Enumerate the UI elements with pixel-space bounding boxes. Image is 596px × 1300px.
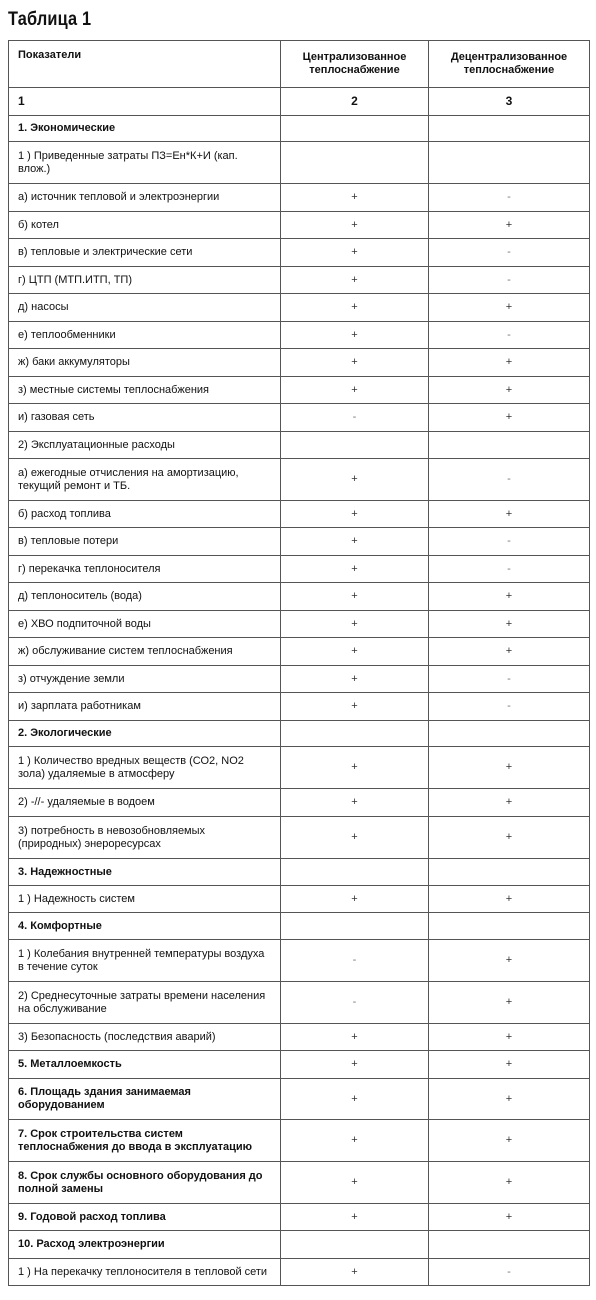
- row-label: в) тепловые и электрические сети: [9, 239, 281, 267]
- column-number-1: 1: [9, 88, 281, 116]
- header-decentralized: [429, 41, 590, 88]
- centralized-value: +: [281, 212, 429, 239]
- centralized-value: +: [281, 184, 429, 212]
- table-category-row: [9, 1162, 590, 1204]
- table-category-row: [9, 1120, 590, 1162]
- row-label: а) источник тепловой и электроэнергии: [9, 184, 281, 212]
- table-row: [9, 886, 590, 913]
- decentralized-value: +: [429, 1024, 590, 1051]
- table-category-row: [9, 116, 590, 142]
- decentralized-value: +: [429, 212, 590, 239]
- centralized-value: +: [281, 349, 429, 377]
- centralized-value: +: [281, 638, 429, 666]
- table-row: [9, 611, 590, 638]
- table-row: [9, 693, 590, 721]
- table-header-row: [9, 41, 590, 88]
- row-label: ж) обслуживание систем теплоснабжения: [9, 638, 281, 666]
- row-label: б) расход топлива: [9, 501, 281, 528]
- header-indicators: Показатели: [9, 41, 281, 88]
- column-number-3: 3: [429, 88, 590, 116]
- table-row: [9, 1259, 590, 1286]
- decentralized-value: +: [429, 817, 590, 859]
- decentralized-value: -: [429, 1259, 590, 1286]
- header-centralized-text: Централизованное теплоснабжение: [302, 51, 407, 76]
- row-label: 1 ) Колебания внутренней температуры воздуха в течение суток: [9, 940, 281, 982]
- table-row: [9, 583, 590, 611]
- table-body: [9, 41, 590, 1286]
- table-category-row: [9, 1079, 590, 1120]
- row-label: 3. Надежностные: [9, 859, 281, 886]
- row-label: и) зарплата работникам: [9, 693, 281, 721]
- centralized-value: -: [281, 982, 429, 1024]
- row-label: 3) потребность в невозобновляемых (природных) энерoресурсах: [9, 817, 281, 859]
- table-row: [9, 940, 590, 982]
- centralized-value: [281, 432, 429, 459]
- table-row: [9, 322, 590, 349]
- table-row: [9, 747, 590, 789]
- centralized-value: -: [281, 940, 429, 982]
- row-label: ж) баки аккумуляторы: [9, 349, 281, 377]
- decentralized-value: [429, 913, 590, 940]
- row-label: 4. Комфортные: [9, 913, 281, 940]
- table-row: [9, 556, 590, 583]
- row-label: а) ежегодные отчисления на амортизацию, текущий ремонт и ТБ.: [9, 459, 281, 501]
- table-row: [9, 377, 590, 404]
- centralized-value: +: [281, 1204, 429, 1231]
- centralized-value: [281, 1231, 429, 1259]
- decentralized-value: +: [429, 377, 590, 404]
- decentralized-value: -: [429, 528, 590, 556]
- decentralized-value: -: [429, 693, 590, 721]
- decentralized-value: -: [429, 322, 590, 349]
- header-centralized: [281, 41, 429, 88]
- table-title: Таблица 1: [8, 9, 92, 30]
- centralized-value: +: [281, 528, 429, 556]
- table-category-row: [9, 1051, 590, 1079]
- row-label: и) газовая сеть: [9, 404, 281, 432]
- row-label: б) котел: [9, 212, 281, 239]
- decentralized-value: [429, 432, 590, 459]
- table-row: [9, 349, 590, 377]
- decentralized-value: +: [429, 1079, 590, 1120]
- decentralized-value: +: [429, 638, 590, 666]
- row-label: 5. Металлоемкость: [9, 1051, 281, 1079]
- table-row: [9, 184, 590, 212]
- row-label: 1 ) Количество вредных веществ (СО2, NO2 зола) удаляемые в атмосферу: [9, 747, 281, 789]
- centralized-value: +: [281, 1079, 429, 1120]
- centralized-value: +: [281, 501, 429, 528]
- table-row: [9, 294, 590, 322]
- table-category-row: [9, 721, 590, 747]
- decentralized-value: [429, 721, 590, 747]
- table-row: [9, 501, 590, 528]
- row-label: 1 ) На перекачку теплоносителя в тепловой сети: [9, 1259, 281, 1286]
- decentralized-value: -: [429, 239, 590, 267]
- row-label: е) теплообменники: [9, 322, 281, 349]
- table-row: [9, 239, 590, 267]
- table-row: [9, 982, 590, 1024]
- decentralized-value: +: [429, 747, 590, 789]
- decentralized-value: +: [429, 404, 590, 432]
- centralized-value: +: [281, 239, 429, 267]
- row-label: е) ХВО подпиточной воды: [9, 611, 281, 638]
- decentralized-value: -: [429, 556, 590, 583]
- row-label: д) насосы: [9, 294, 281, 322]
- decentralized-value: [429, 859, 590, 886]
- column-number-row: [9, 88, 590, 116]
- decentralized-value: -: [429, 459, 590, 501]
- table-row: [9, 404, 590, 432]
- decentralized-value: -: [429, 267, 590, 294]
- centralized-value: +: [281, 1024, 429, 1051]
- centralized-value: +: [281, 377, 429, 404]
- decentralized-value: +: [429, 1120, 590, 1162]
- decentralized-value: +: [429, 501, 590, 528]
- centralized-value: +: [281, 556, 429, 583]
- table-row: [9, 212, 590, 239]
- row-label: з) отчуждение земли: [9, 666, 281, 693]
- row-label: 2) Среднесуточные затраты времени населения на обслуживание: [9, 982, 281, 1024]
- row-label: 3) Безопасность (последствия аварий): [9, 1024, 281, 1051]
- centralized-value: +: [281, 1259, 429, 1286]
- decentralized-value: +: [429, 789, 590, 817]
- centralized-value: [281, 116, 429, 142]
- table-row: [9, 267, 590, 294]
- centralized-value: +: [281, 666, 429, 693]
- centralized-value: +: [281, 693, 429, 721]
- centralized-value: [281, 913, 429, 940]
- centralized-value: +: [281, 583, 429, 611]
- decentralized-value: +: [429, 349, 590, 377]
- decentralized-value: +: [429, 294, 590, 322]
- row-label: 1 ) Надежность систем: [9, 886, 281, 913]
- decentralized-value: +: [429, 982, 590, 1024]
- decentralized-value: +: [429, 611, 590, 638]
- decentralized-value: +: [429, 583, 590, 611]
- row-label: 7. Срок строительства систем теплоснабжения до ввода в эксплуатацию: [9, 1120, 281, 1162]
- decentralized-value: +: [429, 1051, 590, 1079]
- centralized-value: +: [281, 1051, 429, 1079]
- table-row: [9, 666, 590, 693]
- row-label: 10. Расход электроэнергии: [9, 1231, 281, 1259]
- decentralized-value: +: [429, 886, 590, 913]
- table-category-row: [9, 1231, 590, 1259]
- decentralized-value: [429, 1231, 590, 1259]
- row-label: 1 ) Приведенные затраты ПЗ=Ен*К+И (кап. влож.): [9, 142, 281, 184]
- table-category-row: [9, 1204, 590, 1231]
- centralized-value: +: [281, 611, 429, 638]
- table-row: [9, 817, 590, 859]
- centralized-value: +: [281, 789, 429, 817]
- row-label: г) перекачка теплоносителя: [9, 556, 281, 583]
- table-row: [9, 432, 590, 459]
- table-category-row: [9, 859, 590, 886]
- row-label: 1. Экономические: [9, 116, 281, 142]
- row-label: д) теплоноситель (вода): [9, 583, 281, 611]
- centralized-value: [281, 721, 429, 747]
- centralized-value: +: [281, 294, 429, 322]
- decentralized-value: [429, 116, 590, 142]
- decentralized-value: [429, 142, 590, 184]
- centralized-value: +: [281, 886, 429, 913]
- row-label: 2. Экологические: [9, 721, 281, 747]
- decentralized-value: +: [429, 940, 590, 982]
- decentralized-value: +: [429, 1204, 590, 1231]
- row-label: г) ЦТП (МТП.ИТП, ТП): [9, 267, 281, 294]
- column-number-2: 2: [281, 88, 429, 116]
- table-row: [9, 789, 590, 817]
- centralized-value: +: [281, 459, 429, 501]
- centralized-value: +: [281, 1120, 429, 1162]
- table-category-row: [9, 913, 590, 940]
- table-row: [9, 638, 590, 666]
- centralized-value: +: [281, 267, 429, 294]
- row-label: 8. Срок службы основного оборудования до полной замены: [9, 1162, 281, 1204]
- row-label: в) тепловые потери: [9, 528, 281, 556]
- header-decentralized-text: Децентрализованное теплоснабжение: [450, 51, 568, 76]
- row-label: 2) -//- удаляемые в водоем: [9, 789, 281, 817]
- row-label: 2) Эксплуатационные расходы: [9, 432, 281, 459]
- table-row: [9, 142, 590, 184]
- table-row: [9, 1024, 590, 1051]
- decentralized-value: -: [429, 184, 590, 212]
- table-row: [9, 528, 590, 556]
- centralized-value: [281, 859, 429, 886]
- comparison-table: [8, 40, 590, 1286]
- centralized-value: +: [281, 1162, 429, 1204]
- row-label: 9. Годовой расход топлива: [9, 1204, 281, 1231]
- centralized-value: +: [281, 322, 429, 349]
- centralized-value: -: [281, 404, 429, 432]
- decentralized-value: -: [429, 666, 590, 693]
- centralized-value: +: [281, 747, 429, 789]
- table-row: [9, 459, 590, 501]
- centralized-value: [281, 142, 429, 184]
- decentralized-value: +: [429, 1162, 590, 1204]
- row-label: з) местные системы теплоснабжения: [9, 377, 281, 404]
- centralized-value: +: [281, 817, 429, 859]
- row-label: 6. Площадь здания занимаемая оборудованием: [9, 1079, 281, 1120]
